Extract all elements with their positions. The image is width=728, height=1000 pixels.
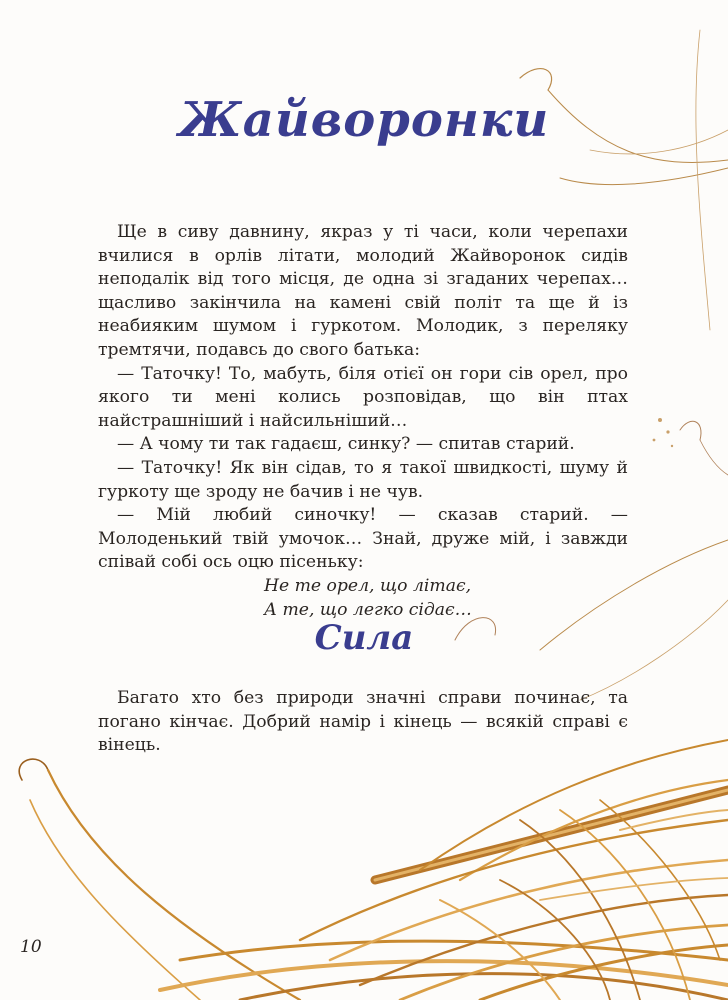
verse-line: А те, що легко сідає… <box>264 599 472 620</box>
story-paragraph: — Мій любий синочку! — сказав старий. — Молоденький твій умочок… Знай, друже мій, і завжди співай собі ось оцю пісеньку: <box>98 505 628 573</box>
section-paragraph: Багато хто без природи значні справи починає, та погано кінчає. Добрий намір і кінець — всякій справі є вінець. <box>98 688 628 756</box>
story-paragraph: — Таточку! То, мабуть, біля отієї он гори сів орел, про якого ти мені колись розповідав, що він птах найстрашніший і найсильніший… <box>98 363 628 431</box>
story-paragraph: — А чому ти так гадаєш, синку? — спитав старий. <box>117 434 575 455</box>
verse <box>98 575 628 622</box>
story-text <box>98 221 628 622</box>
story-paragraph: Ще в сиву давнину, якраз у ті часи, коли черепахи вчилися в орлів літати, молодий Жайворонок сидів неподалік від того місця, де одна зі згаданих черепах… щасливо закінчила на камені свій політ та ще й із неабияким шумом і гуркотом. Молодик, з переляку тремтячи, подавсь до свого батька: <box>98 222 628 360</box>
page-title: Жайворонки <box>178 92 550 148</box>
straw-bundle <box>19 740 728 1000</box>
story-paragraph: — Таточку! Як він сідав, то я такої швидкості, шуму й гуркоту ще зроду не бачив і не чув. <box>98 457 628 502</box>
verse-line: Не те орел, що літає, <box>264 575 472 596</box>
section-title: Сила <box>314 618 414 658</box>
page-number: 10 <box>20 937 42 957</box>
section-text <box>98 687 628 758</box>
